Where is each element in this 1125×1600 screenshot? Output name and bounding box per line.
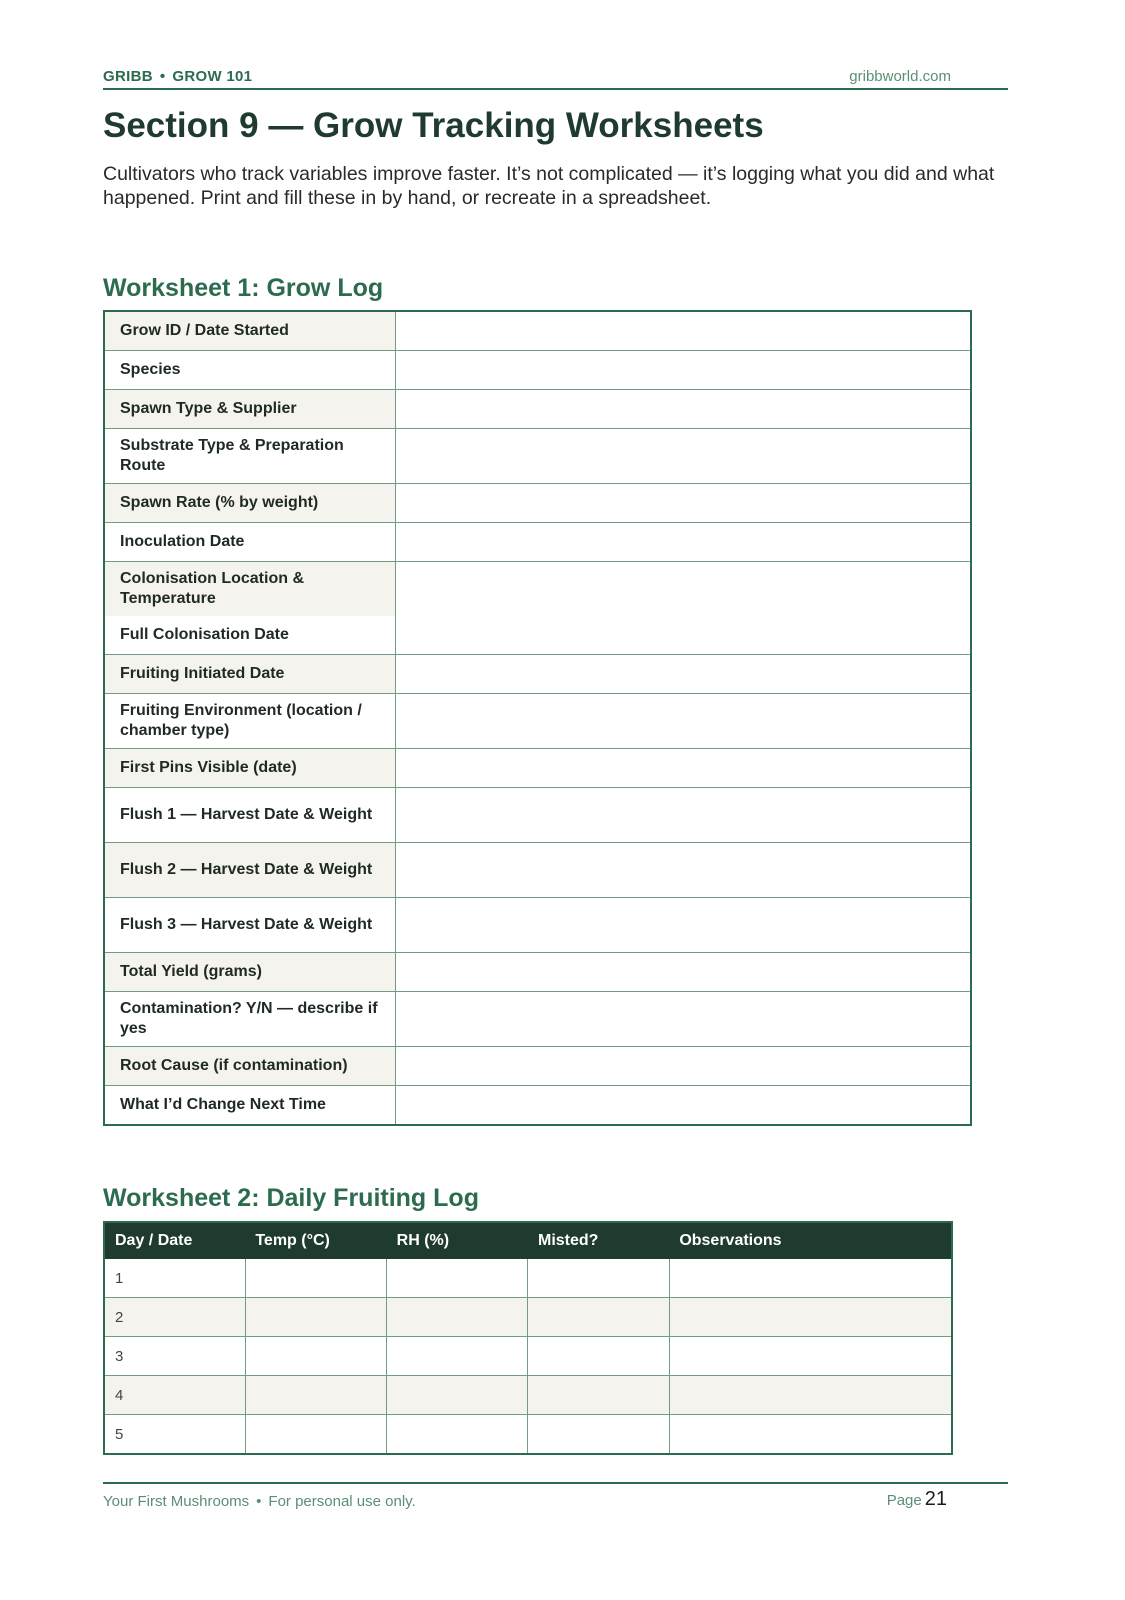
brand-name: GRIBB — [103, 68, 153, 85]
field-label: Flush 3 — Harvest Date & Weight — [104, 898, 396, 953]
header-brand — [103, 68, 252, 85]
field-entry-cell[interactable] — [396, 429, 972, 484]
table-row — [104, 1259, 952, 1298]
field-entry-cell[interactable] — [396, 843, 972, 898]
log-entry-cell[interactable] — [528, 1337, 669, 1376]
log-entry-cell[interactable] — [245, 1259, 386, 1298]
log-entry-cell[interactable] — [387, 1376, 528, 1415]
field-entry-cell[interactable] — [396, 562, 972, 617]
table-row — [104, 562, 971, 617]
day-number: 2 — [104, 1298, 245, 1337]
field-entry-cell[interactable] — [396, 655, 972, 694]
table-row — [104, 616, 971, 655]
log-entry-cell[interactable] — [669, 1415, 952, 1455]
column-header: Temp (°C) — [245, 1222, 386, 1259]
table-row — [104, 1086, 971, 1126]
field-entry-cell[interactable] — [396, 484, 972, 523]
log-entry-cell[interactable] — [245, 1337, 386, 1376]
table-row — [104, 953, 971, 992]
field-label: Substrate Type & Preparation Route — [104, 429, 396, 484]
field-entry-cell[interactable] — [396, 1086, 972, 1126]
field-label: Spawn Type & Supplier — [104, 390, 396, 429]
field-label: Species — [104, 351, 396, 390]
table-row — [104, 429, 971, 484]
table-row — [104, 898, 971, 953]
field-label: Flush 2 — Harvest Date & Weight — [104, 843, 396, 898]
field-label: Contamination? Y/N — describe if yes — [104, 992, 396, 1047]
brand-separator: • — [159, 68, 166, 85]
log-entry-cell[interactable] — [669, 1337, 952, 1376]
field-label: What I’d Change Next Time — [104, 1086, 396, 1126]
table-row — [104, 1337, 952, 1376]
field-label: Fruiting Initiated Date — [104, 655, 396, 694]
field-entry-cell[interactable] — [396, 694, 972, 749]
table-row — [104, 1298, 952, 1337]
field-entry-cell[interactable] — [396, 992, 972, 1047]
log-entry-cell[interactable] — [528, 1376, 669, 1415]
field-label: Flush 1 — Harvest Date & Weight — [104, 788, 396, 843]
log-entry-cell[interactable] — [528, 1298, 669, 1337]
intro-paragraph: Cultivators who track variables improve faster. It’s not complicated — it’s logging what you did and what happened. Print and fill these in by hand, or recreate in a spreadsheet. — [103, 163, 995, 209]
page-title: Section 9 — Grow Tracking Worksheets — [103, 106, 764, 145]
field-entry-cell[interactable] — [396, 898, 972, 953]
day-number: 5 — [104, 1415, 245, 1455]
field-entry-cell[interactable] — [396, 390, 972, 429]
log-entry-cell[interactable] — [245, 1415, 386, 1455]
table-row — [104, 1415, 952, 1455]
footer-book-title: Your First Mushrooms — [103, 1493, 250, 1510]
field-entry-cell[interactable] — [396, 1047, 972, 1086]
table-row — [104, 351, 971, 390]
log-entry-cell[interactable] — [387, 1298, 528, 1337]
page-label: Page — [886, 1492, 922, 1509]
field-label: Root Cause (if contamination) — [104, 1047, 396, 1086]
table-row — [104, 484, 971, 523]
log-entry-cell[interactable] — [245, 1298, 386, 1337]
log-entry-cell[interactable] — [245, 1376, 386, 1415]
field-entry-cell[interactable] — [396, 749, 972, 788]
field-entry-cell[interactable] — [396, 351, 972, 390]
log-entry-cell[interactable] — [387, 1337, 528, 1376]
column-header: RH (%) — [387, 1222, 528, 1259]
log-entry-cell[interactable] — [528, 1415, 669, 1455]
table-row — [104, 788, 971, 843]
column-header: Misted? — [528, 1222, 669, 1259]
daily-fruiting-table — [103, 1221, 953, 1455]
column-header: Observations — [669, 1222, 952, 1259]
table-row — [104, 1376, 952, 1415]
table-row — [104, 694, 971, 749]
field-entry-cell[interactable] — [396, 953, 972, 992]
page-number — [887, 1488, 947, 1511]
table-row — [104, 655, 971, 694]
field-label: Spawn Rate (% by weight) — [104, 484, 396, 523]
day-number: 3 — [104, 1337, 245, 1376]
table-row — [104, 843, 971, 898]
footer-usage-note: For personal use only. — [268, 1493, 416, 1510]
table-row — [104, 390, 971, 429]
day-number: 4 — [104, 1376, 245, 1415]
worksheet2-title: Worksheet 2: Daily Fruiting Log — [103, 1184, 479, 1212]
page-footer — [103, 1482, 1008, 1510]
table-row — [104, 992, 971, 1047]
course-name: GROW 101 — [172, 68, 253, 85]
column-header: Day / Date — [104, 1222, 245, 1259]
log-entry-cell[interactable] — [387, 1415, 528, 1455]
field-label: Grow ID / Date Started — [104, 311, 396, 351]
footer-separator: • — [256, 1493, 262, 1510]
field-label: Colonisation Location & Temperature — [104, 562, 396, 617]
field-entry-cell[interactable] — [396, 788, 972, 843]
table-header-row — [104, 1222, 952, 1259]
log-entry-cell[interactable] — [669, 1259, 952, 1298]
table-row — [104, 1047, 971, 1086]
page-header — [103, 68, 1008, 90]
table-row — [104, 523, 971, 562]
field-entry-cell[interactable] — [396, 311, 972, 351]
table-row — [104, 311, 971, 351]
grow-log-table — [103, 310, 972, 1126]
log-entry-cell[interactable] — [669, 1376, 952, 1415]
page-number-value: 21 — [924, 1488, 947, 1510]
field-label: First Pins Visible (date) — [104, 749, 396, 788]
footer-text — [103, 1493, 416, 1510]
field-label: Inoculation Date — [104, 523, 396, 562]
log-entry-cell[interactable] — [387, 1259, 528, 1298]
field-label: Fruiting Environment (location / chamber type) — [104, 694, 396, 749]
table-row — [104, 749, 971, 788]
log-entry-cell[interactable] — [528, 1259, 669, 1298]
field-label: Total Yield (grams) — [104, 953, 396, 992]
worksheet1-title: Worksheet 1: Grow Log — [103, 274, 384, 302]
field-entry-cell[interactable] — [396, 523, 972, 562]
field-label: Full Colonisation Date — [104, 616, 396, 655]
log-entry-cell[interactable] — [669, 1298, 952, 1337]
field-entry-cell[interactable] — [396, 616, 972, 655]
day-number: 1 — [104, 1259, 245, 1298]
site-url: gribbworld.com — [849, 68, 951, 85]
